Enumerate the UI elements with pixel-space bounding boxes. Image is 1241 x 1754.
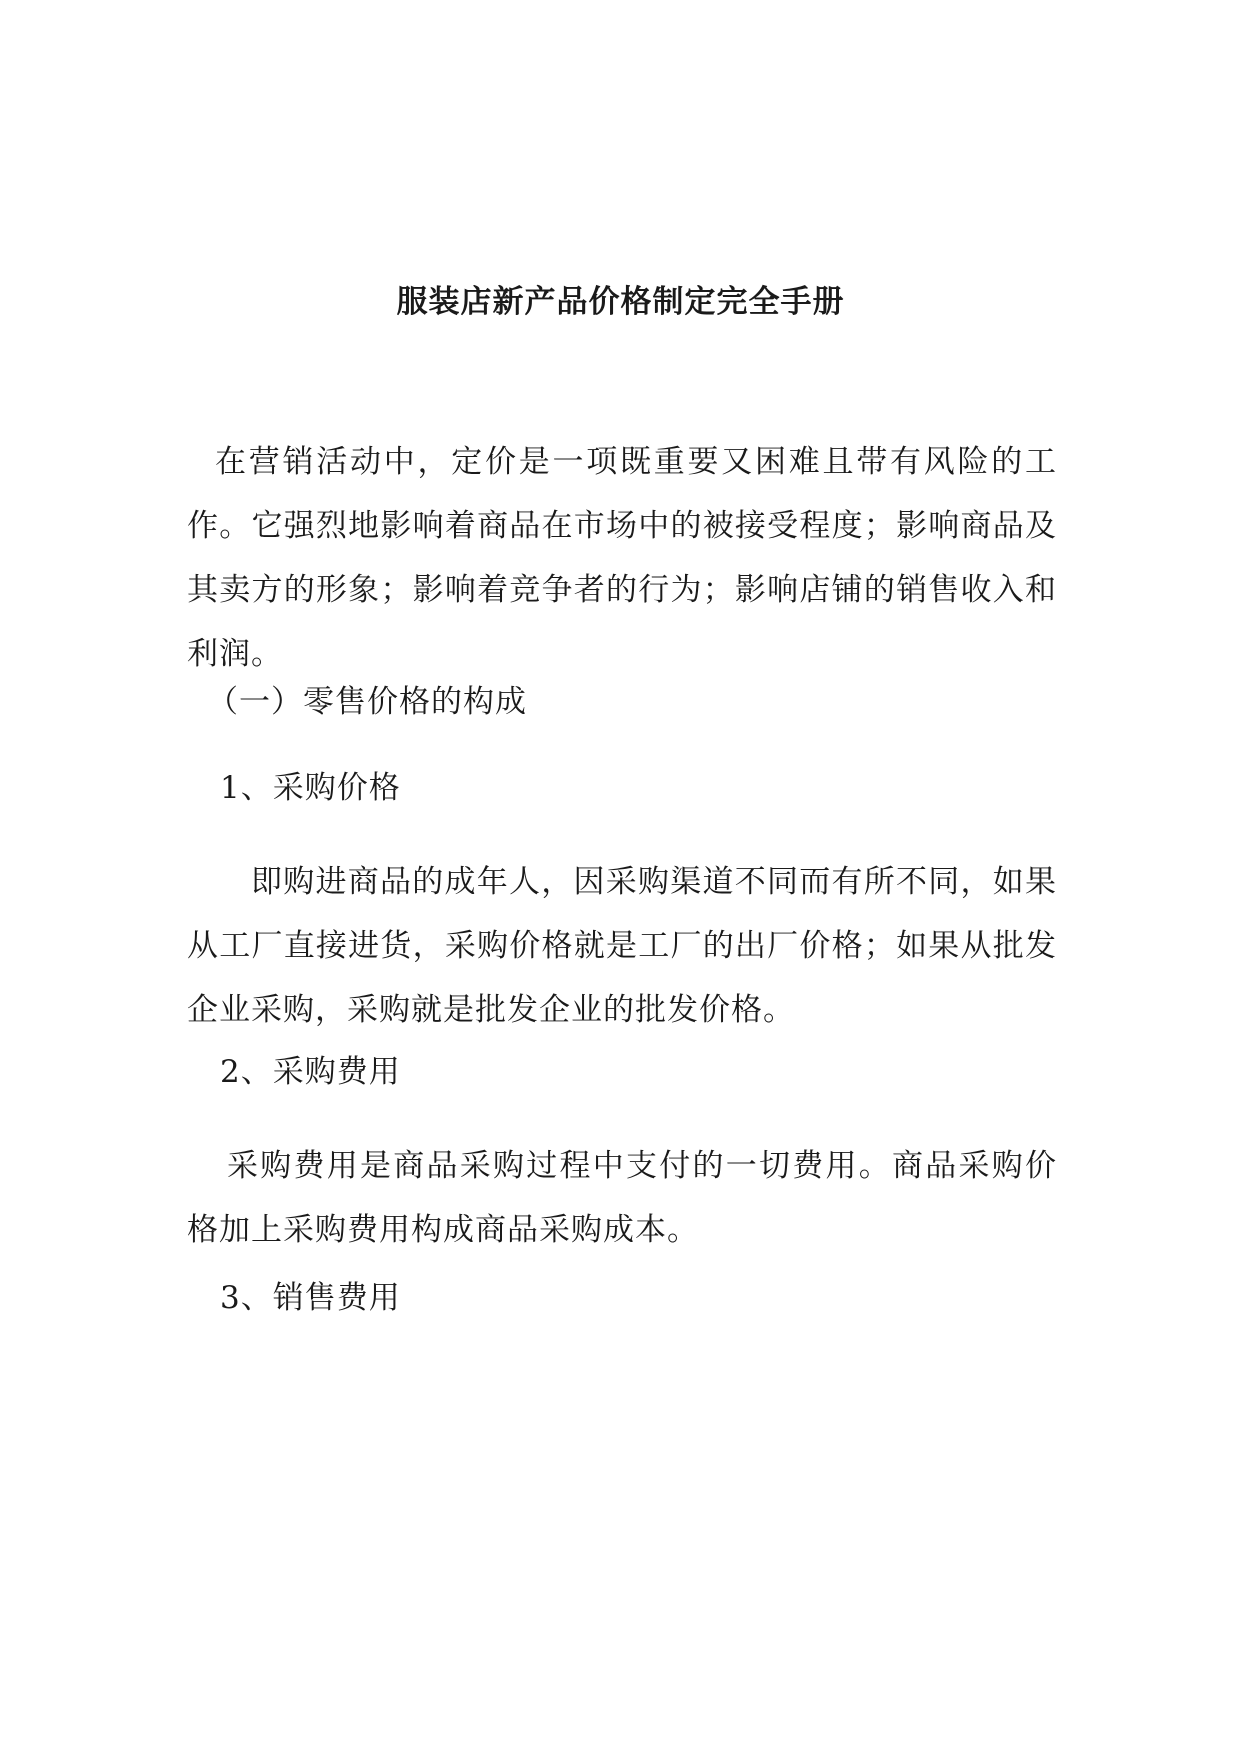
document-title: 服装店新产品价格制定完全手册 [396,284,845,320]
item-heading-3: 3、销售费用 [220,1280,401,1316]
item-body-2: 采购费用是商品采购过程中支付的一切费用。商品采购价格加上采购费用构成商品采购成本。 [187,1148,1057,1248]
item-body-1: 即购进商品的成年人，因采购渠道不同而有所不同，如果从工厂直接进货，采购价格就是工厂的出厂价格；如果从批发企业采购，采购就是批发企业的批发价格。 [187,864,1057,1028]
section-heading: （一）零售价格的构成 [207,684,527,720]
intro-paragraph: 在营销活动中，定价是一项既重要又困难且带有风险的工作。它强烈地影响着商品在市场中的被接受程度；影响商品及其卖方的形象；影响着竞争者的行为；影响店铺的销售收入和利润。 [187,444,1057,672]
item-heading-2: 2、采购费用 [220,1054,401,1090]
item-heading-1: 1、采购价格 [220,770,401,806]
